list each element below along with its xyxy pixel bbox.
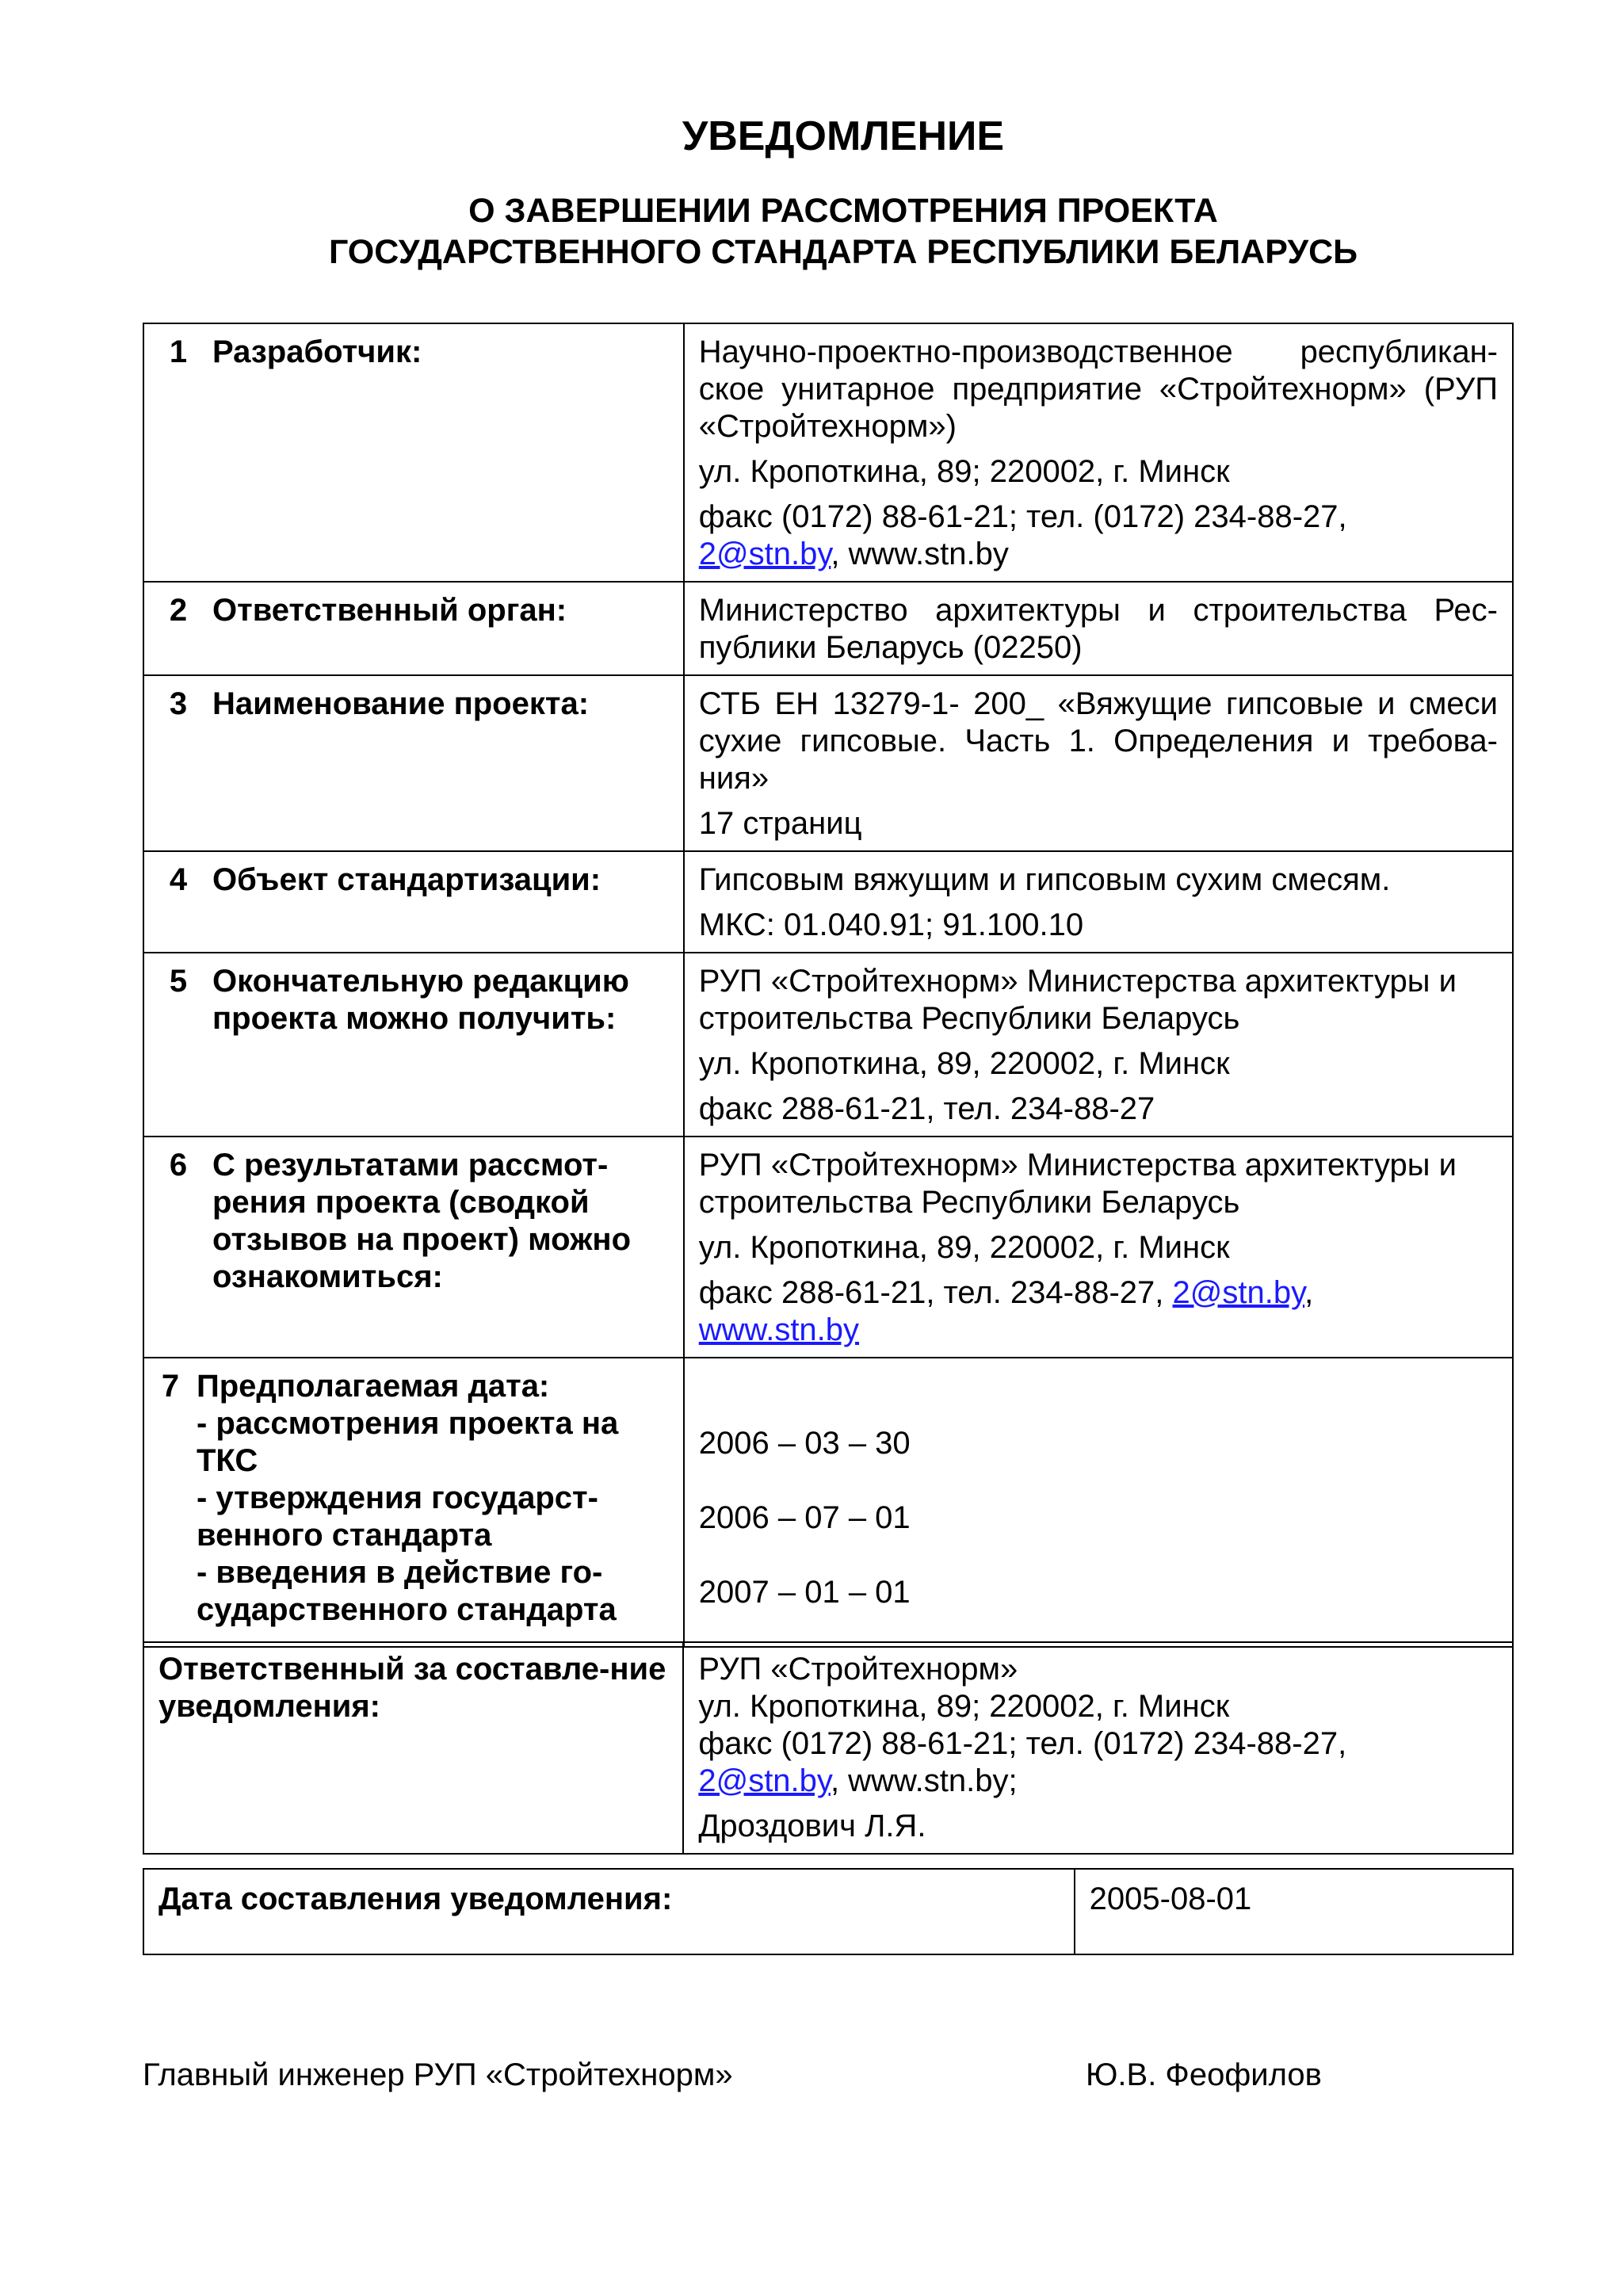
table-row [143,323,1513,582]
row-number: 2 [169,593,188,628]
row-label: Окончательную редакцию проекта можно получить: [212,964,629,1036]
row-label: С результатами рассмот-рения проекта (сводкой отзывов на проект) можно ознакомиться: [212,1148,632,1294]
project-name: СТБ ЕН 13279-1- 200_ «Вяжущие гипсовые и смеси сухие гипсовые. Часть 1. Определения и требова-ния» [698,686,1498,796]
row-number: 7 [161,1369,180,1404]
table-row [143,1869,1513,1954]
table-row [143,1137,1513,1358]
compiled-date-table [143,1868,1514,1955]
row-number: 3 [169,686,188,721]
responsible-body: Министерство архитектуры и строительства Рес-публики Беларусь (02250) [698,593,1498,665]
table-row [143,1358,1513,1647]
final-edition-contacts: факс 288-61-21, тел. 234-88-27 [698,1091,1155,1126]
subtitle-line-1: О ЗАВЕРШЕНИИ РАССМОТРЕНИЯ ПРОЕКТА [468,192,1218,230]
developer-contacts: факс (0172) 88-61-21; тел. (0172) 234-88-27, 2@stn.by, www.stn.by [698,499,1347,571]
row-label: Разработчик: [212,334,422,369]
date-enforcement: 2007 – 01 – 01 [698,1575,911,1610]
compiled-date-label: Дата составления уведомления: [143,1869,1075,1954]
subtitle-line-2: ГОСУДАРСТВЕННОГО СТАНДАРТА РЕСПУБЛИКИ БЕЛАРУСЬ [328,233,1358,271]
planned-item-review: - рассмотрения проекта на ТКС [197,1406,619,1478]
row-number: 1 [169,334,188,369]
planned-item-approval: - утверждения государст-венного стандарта [197,1480,598,1553]
table-row [143,953,1513,1137]
mks-codes: МКС: 01.040.91; 91.100.10 [698,907,1084,942]
responsible-label: Ответственный за составле-ние уведомления: [143,1642,683,1854]
responsible-org: РУП «Стройтехнорм» [698,1652,1018,1687]
page-subtitle [32,190,1623,273]
responsible-table [143,1641,1514,1855]
row-label: Объект стандартизации: [212,862,601,897]
signatory-name: Ю.В. Феофилов [1086,2057,1322,2092]
row-label: Ответственный орган: [212,593,567,628]
developer-org: Научно-проектно-производственное республикан-ское унитарное предприятие «Стройтехнорм» (РУП «Стройтехнорм») [698,334,1498,444]
table-row [143,851,1513,953]
table-row [143,1642,1513,1854]
project-pages: 17 страниц [698,806,862,841]
date-review: 2006 – 03 – 30 [698,1426,911,1461]
responsible-person: Дроздович Л.Я. [698,1809,926,1843]
compiled-date-value: 2005-08-01 [1075,1869,1513,1954]
review-results-org: РУП «Стройтехнорм» Министерства архитектуры и строительства Республики Беларусь [698,1148,1457,1220]
table-row [143,582,1513,675]
developer-address: ул. Кропоткина, 89; 220002, г. Минск [698,454,1230,489]
email-link[interactable]: 2@stn.by [698,1763,831,1798]
website-link[interactable]: www.stn.by [698,1312,860,1347]
final-edition-org: РУП «Стройтехнорм» Министерства архитектуры и строительства Республики Беларусь [698,964,1457,1036]
responsible-contacts: факс (0172) 88-61-21; тел. (0172) 234-88-27, 2@stn.by, www.stn.by; [698,1726,1347,1798]
date-approval: 2006 – 07 – 01 [698,1500,911,1535]
row-label: Наименование проекта: [212,686,590,721]
planned-item-enforcement: - введения в действие го-сударственного стандарта [197,1555,617,1627]
final-edition-address: ул. Кропоткина, 89, 220002, г. Минск [698,1046,1230,1081]
page-title: УВЕДОМЛЕНИЕ [682,113,1005,159]
standardization-object: Гипсовым вяжущим и гипсовым сухим смесям. [698,862,1391,897]
planned-dates-heading: Предполагаемая дата: [197,1369,550,1404]
signatory-position: Главный инженер РУП «Стройтехнорм» [143,2057,733,2092]
email-link[interactable]: 2@stn.by [1172,1275,1305,1310]
notice-table [143,323,1514,1648]
row-number: 5 [169,964,188,999]
responsible-address: ул. Кропоткина, 89; 220002, г. Минск [698,1689,1230,1724]
row-number: 4 [169,862,188,897]
row-number: 6 [169,1148,188,1182]
review-results-contacts: факс 288-61-21, тел. 234-88-27, 2@stn.by, www.stn.by [698,1275,1314,1347]
table-row [143,675,1513,851]
email-link[interactable]: 2@stn.by [698,537,831,571]
review-results-address: ул. Кропоткина, 89, 220002, г. Минск [698,1230,1230,1265]
